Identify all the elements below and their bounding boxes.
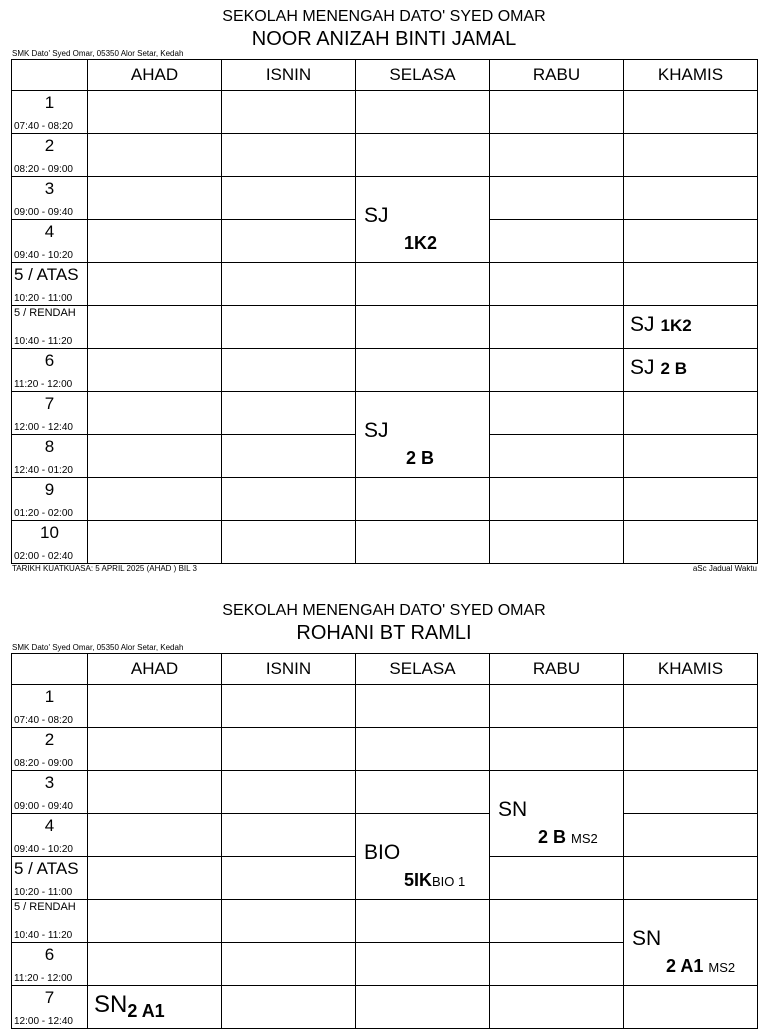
empty-slot — [222, 728, 356, 771]
period-row — [12, 900, 758, 943]
empty-slot — [356, 900, 490, 943]
period-time: 09:40 - 10:20 — [14, 844, 73, 855]
timetable-grid — [11, 59, 758, 564]
lesson-subject: SJ — [364, 204, 389, 227]
empty-slot — [88, 814, 222, 857]
lesson-subject: SJ — [630, 313, 655, 336]
empty-slot — [624, 521, 758, 564]
empty-slot — [490, 134, 624, 177]
period-cell — [12, 814, 88, 857]
period-time: 12:00 - 12:40 — [14, 1016, 73, 1027]
period-number: 2 — [44, 730, 55, 749]
period-time: 10:20 - 11:00 — [14, 887, 73, 898]
empty-slot — [356, 521, 490, 564]
empty-slot — [624, 728, 758, 771]
school-name: SEKOLAH MENENGAH DATO' SYED OMAR — [222, 602, 546, 619]
period-time: 09:00 - 09:40 — [14, 207, 73, 218]
empty-slot — [624, 857, 758, 900]
school-address: SMK Dato' Syed Omar, 05350 Alor Setar, Kedah — [12, 49, 184, 58]
empty-slot — [222, 91, 356, 134]
period-time: 01:20 - 02:00 — [14, 508, 73, 519]
lesson-class — [538, 827, 598, 849]
period-row — [12, 814, 758, 857]
empty-slot — [356, 306, 490, 349]
empty-slot — [222, 435, 356, 478]
empty-slot — [222, 685, 356, 728]
period-number: 3 — [44, 773, 55, 792]
period-row — [12, 91, 758, 134]
empty-slot — [222, 392, 356, 435]
period-time: 08:20 - 09:00 — [14, 164, 73, 175]
empty-slot — [490, 521, 624, 564]
timetable-grid — [11, 653, 758, 1029]
period-number: 4 — [44, 222, 55, 241]
teacher-name: NOOR ANIZAH BINTI JAMAL — [251, 28, 517, 50]
corner-cell — [12, 60, 88, 91]
lesson-subject: SJ — [630, 356, 655, 379]
empty-slot — [88, 91, 222, 134]
empty-slot — [624, 986, 758, 1029]
empty-slot — [88, 478, 222, 521]
period-row — [12, 478, 758, 521]
empty-slot — [490, 263, 624, 306]
empty-slot — [222, 943, 356, 986]
empty-slot — [88, 306, 222, 349]
empty-slot — [222, 177, 356, 220]
period-time: 07:40 - 08:20 — [14, 715, 73, 726]
empty-slot — [88, 177, 222, 220]
lesson-class — [404, 870, 465, 892]
period-cell — [12, 435, 88, 478]
empty-slot — [222, 521, 356, 564]
period-cell — [12, 771, 88, 814]
empty-slot — [490, 478, 624, 521]
period-time: 12:00 - 12:40 — [14, 422, 73, 433]
period-time: 07:40 - 08:20 — [14, 121, 73, 132]
empty-slot — [490, 392, 624, 435]
lesson-cell — [356, 814, 490, 900]
empty-slot — [624, 392, 758, 435]
lesson-class: 1K2 — [404, 233, 438, 253]
empty-slot — [88, 900, 222, 943]
period-number: 9 — [44, 480, 55, 499]
lesson-cell — [356, 392, 490, 478]
corner-cell — [12, 654, 88, 685]
empty-slot — [88, 134, 222, 177]
empty-slot — [490, 986, 624, 1029]
lesson-cell — [356, 177, 490, 263]
empty-slot — [222, 478, 356, 521]
empty-slot — [624, 220, 758, 263]
lesson-class-code: 2 A1 — [666, 956, 704, 976]
empty-slot — [222, 306, 356, 349]
empty-slot — [222, 986, 356, 1029]
empty-slot — [88, 728, 222, 771]
period-row — [12, 349, 758, 392]
empty-slot — [222, 220, 356, 263]
school-address: SMK Dato' Syed Omar, 05350 Alor Setar, Kedah — [12, 643, 184, 652]
empty-slot — [490, 685, 624, 728]
period-number: 4 — [44, 816, 55, 835]
lesson-class-code: 2 B — [538, 827, 567, 847]
lesson-class: 2 B — [406, 448, 435, 468]
empty-slot — [490, 91, 624, 134]
day-header: SELASA — [356, 654, 490, 685]
period-number: 6 — [44, 351, 55, 370]
lesson-class: 1K2 — [660, 316, 692, 335]
period-number: 7 — [44, 988, 55, 1007]
empty-slot — [490, 306, 624, 349]
empty-slot — [356, 349, 490, 392]
empty-slot — [624, 814, 758, 857]
period-row — [12, 134, 758, 177]
period-cell — [12, 177, 88, 220]
day-header: RABU — [490, 60, 624, 91]
period-row — [12, 771, 758, 814]
lesson-subject: BIO — [364, 841, 401, 864]
empty-slot — [490, 943, 624, 986]
period-number: 1 — [44, 687, 55, 706]
period-time: 08:20 - 09:00 — [14, 758, 73, 769]
lesson-subject: SN — [498, 798, 528, 821]
period-time: 02:00 - 02:40 — [14, 551, 73, 562]
empty-slot — [88, 943, 222, 986]
empty-slot — [624, 263, 758, 306]
period-time: 10:40 - 11:20 — [14, 336, 73, 347]
empty-slot — [222, 263, 356, 306]
empty-slot — [356, 91, 490, 134]
day-header: SELASA — [356, 60, 490, 91]
period-row — [12, 306, 758, 349]
lesson-cell — [624, 349, 758, 392]
lesson-cell — [624, 306, 758, 349]
effective-date-footer: TARIKH KUATKUASA: 5 APRIL 2025 (AHAD ) BIL 3 — [12, 564, 197, 573]
lesson-inline — [94, 992, 165, 1019]
empty-slot — [624, 435, 758, 478]
empty-slot — [88, 521, 222, 564]
period-number: 5 / RENDAH — [14, 901, 76, 913]
period-time: 12:40 - 01:20 — [14, 465, 73, 476]
period-row — [12, 685, 758, 728]
period-cell — [12, 263, 88, 306]
period-cell — [12, 728, 88, 771]
day-header: KHAMIS — [624, 60, 758, 91]
empty-slot — [624, 91, 758, 134]
period-row — [12, 263, 758, 306]
period-number: 5 / ATAS — [14, 859, 79, 878]
lesson-room: MS2 — [708, 960, 736, 975]
empty-slot — [222, 857, 356, 900]
empty-slot — [222, 134, 356, 177]
period-row — [12, 392, 758, 435]
period-cell — [12, 521, 88, 564]
period-number: 1 — [44, 93, 55, 112]
period-cell — [12, 349, 88, 392]
day-header: RABU — [490, 654, 624, 685]
empty-slot — [624, 177, 758, 220]
lesson-cell — [624, 900, 758, 986]
empty-slot — [490, 857, 624, 900]
period-time: 09:00 - 09:40 — [14, 801, 73, 812]
empty-slot — [356, 685, 490, 728]
lesson-room: MS2 — [571, 831, 598, 846]
header-row — [12, 654, 758, 685]
empty-slot — [624, 685, 758, 728]
period-time: 10:40 - 11:20 — [14, 930, 73, 941]
empty-slot — [222, 349, 356, 392]
period-cell — [12, 478, 88, 521]
period-row — [12, 986, 758, 1029]
period-number: 2 — [44, 136, 55, 155]
empty-slot — [356, 134, 490, 177]
empty-slot — [222, 771, 356, 814]
period-cell — [12, 943, 88, 986]
period-cell — [12, 91, 88, 134]
lesson-class: 2 A1 — [127, 1001, 165, 1021]
lesson-cell — [88, 986, 222, 1029]
empty-slot — [490, 435, 624, 478]
lesson-room: BIO 1 — [432, 874, 466, 889]
lesson-subject: SN — [94, 991, 128, 1018]
empty-slot — [356, 943, 490, 986]
empty-slot — [490, 349, 624, 392]
period-number: 5 / ATAS — [14, 265, 79, 284]
empty-slot — [490, 177, 624, 220]
period-cell — [12, 306, 88, 349]
empty-slot — [356, 263, 490, 306]
day-header: ISNIN — [222, 60, 356, 91]
lesson-inline — [630, 314, 692, 337]
generator-credit: aSc Jadual Waktu — [692, 564, 757, 573]
lesson-class-code: 5IK — [404, 870, 433, 890]
empty-slot — [490, 900, 624, 943]
period-cell — [12, 986, 88, 1029]
empty-slot — [88, 263, 222, 306]
day-header: KHAMIS — [624, 654, 758, 685]
empty-slot — [490, 220, 624, 263]
period-number: 3 — [44, 179, 55, 198]
lesson-subject: SJ — [364, 419, 389, 442]
period-number: 6 — [44, 945, 55, 964]
lesson-class — [666, 956, 735, 978]
period-cell — [12, 134, 88, 177]
empty-slot — [88, 771, 222, 814]
lesson-subject: SN — [632, 927, 662, 950]
empty-slot — [624, 478, 758, 521]
period-cell — [12, 392, 88, 435]
empty-slot — [624, 771, 758, 814]
period-number: 5 / RENDAH — [14, 307, 76, 319]
period-cell — [12, 220, 88, 263]
empty-slot — [88, 435, 222, 478]
period-row — [12, 177, 758, 220]
day-header: AHAD — [88, 60, 222, 91]
empty-slot — [88, 220, 222, 263]
period-cell — [12, 685, 88, 728]
lesson-inline — [630, 357, 687, 380]
lesson-cell — [490, 771, 624, 857]
empty-slot — [490, 728, 624, 771]
day-header: AHAD — [88, 654, 222, 685]
header-row — [12, 60, 758, 91]
period-cell — [12, 857, 88, 900]
period-time: 11:20 - 12:00 — [14, 973, 73, 984]
lesson-class: 2 B — [660, 359, 687, 378]
period-row — [12, 728, 758, 771]
school-name: SEKOLAH MENENGAH DATO' SYED OMAR — [222, 8, 546, 25]
period-time: 10:20 - 11:00 — [14, 293, 73, 304]
empty-slot — [624, 134, 758, 177]
day-header: ISNIN — [222, 654, 356, 685]
period-number: 8 — [44, 437, 55, 456]
empty-slot — [356, 771, 490, 814]
period-number: 10 — [40, 523, 59, 542]
empty-slot — [356, 728, 490, 771]
empty-slot — [88, 392, 222, 435]
empty-slot — [222, 814, 356, 857]
empty-slot — [88, 349, 222, 392]
period-time: 09:40 - 10:20 — [14, 250, 73, 261]
period-cell — [12, 900, 88, 943]
empty-slot — [88, 685, 222, 728]
empty-slot — [88, 857, 222, 900]
period-time: 11:20 - 12:00 — [14, 379, 73, 390]
period-row — [12, 521, 758, 564]
empty-slot — [356, 478, 490, 521]
empty-slot — [222, 900, 356, 943]
empty-slot — [356, 986, 490, 1029]
period-number: 7 — [44, 394, 55, 413]
teacher-name: ROHANI BT RAMLI — [296, 622, 472, 644]
